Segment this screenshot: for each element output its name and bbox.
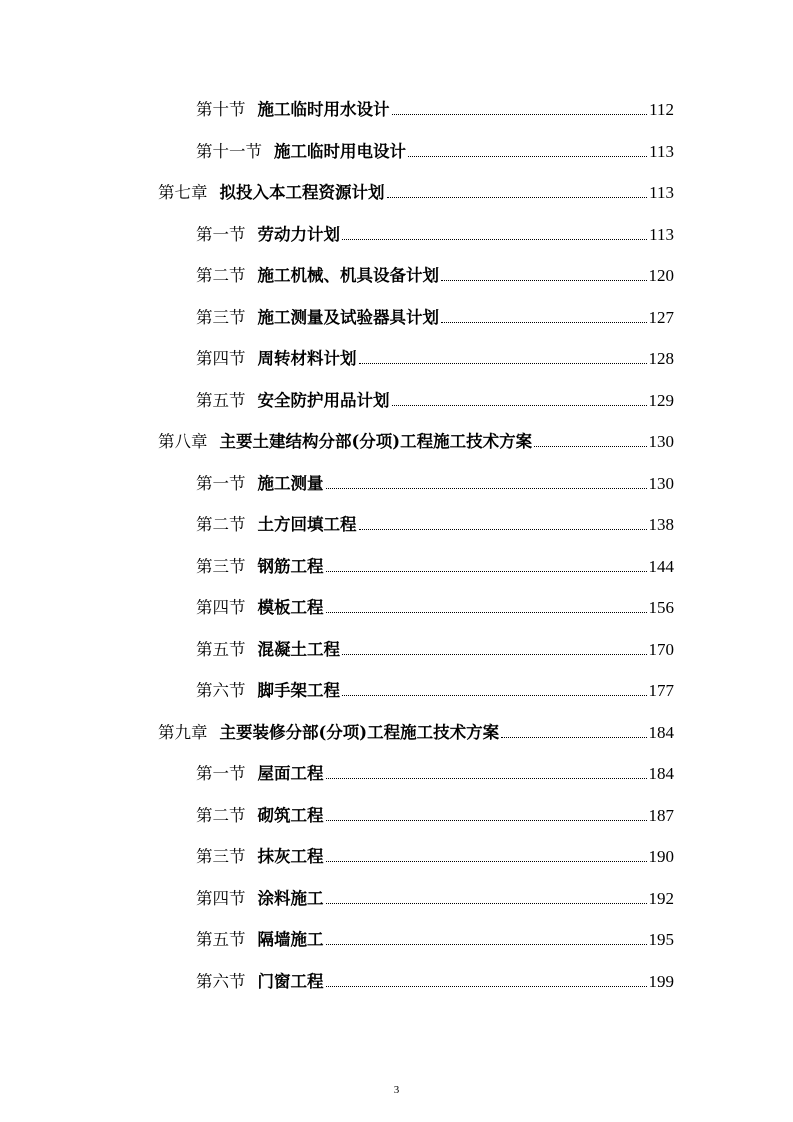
entry-title: 门窗工程 (257, 971, 324, 991)
entry-label: 第二节 (196, 515, 246, 534)
entry-title: 混凝土工程 (257, 639, 340, 659)
entry-label: 第一节 (196, 473, 246, 493)
dot-leader (408, 156, 647, 157)
entry-page-number: 192 (648, 888, 674, 908)
entry-label: 第六节 (196, 681, 246, 700)
dot-leader (441, 280, 647, 281)
entry-label: 第一节 (196, 224, 246, 244)
entry-label: 第十节 (196, 100, 246, 119)
entry-page-number: 112 (649, 100, 674, 119)
entry-title: 主要装修分部(分项)工程施工技术方案 (219, 722, 500, 742)
entry-page-number: 130 (648, 473, 674, 493)
entry-label: 第五节 (196, 390, 246, 410)
entry-title: 施工测量 (257, 473, 324, 493)
entry-label: 第八章 (158, 432, 208, 451)
entry-title: 抹灰工程 (257, 847, 324, 866)
entry-page-number: 170 (648, 639, 674, 659)
entry-label: 第三节 (196, 556, 246, 576)
dot-leader (326, 986, 647, 987)
entry-page-number: 128 (648, 349, 674, 368)
dot-leader (392, 114, 648, 115)
dot-leader (326, 820, 647, 821)
entry-label: 第七章 (158, 183, 208, 202)
dot-leader (342, 695, 647, 696)
dot-leader (392, 405, 647, 406)
entry-page-number: 127 (648, 307, 674, 327)
entry-title: 施工临时用水设计 (257, 100, 390, 119)
dot-leader (326, 861, 647, 862)
entry-page-number: 199 (648, 971, 674, 991)
entry-title: 土方回填工程 (257, 515, 357, 534)
entry-page-number: 113 (649, 141, 674, 161)
entry-page-number: 187 (648, 805, 674, 825)
entry-label: 第十一节 (196, 141, 262, 161)
toc-entry[interactable] (196, 547, 674, 577)
toc-entry[interactable] (196, 339, 674, 369)
entry-label: 第五节 (196, 930, 246, 949)
toc-entry[interactable] (196, 671, 674, 701)
entry-label: 第九章 (158, 722, 208, 742)
toc-entry[interactable] (196, 837, 674, 867)
entry-label: 第四节 (196, 349, 246, 368)
dot-leader (534, 446, 646, 447)
entry-label: 第一节 (196, 764, 246, 783)
toc-entry[interactable] (196, 630, 674, 660)
toc-entry[interactable] (196, 588, 674, 618)
entry-page-number: 113 (649, 183, 674, 202)
entry-title: 涂料施工 (257, 888, 324, 908)
toc-entry[interactable] (158, 173, 674, 203)
entry-page-number: 120 (648, 266, 674, 285)
dot-leader (501, 737, 646, 738)
entry-title: 施工机械、机具设备计划 (257, 266, 439, 285)
entry-page-number: 184 (648, 764, 674, 783)
toc-entry[interactable] (196, 215, 674, 245)
toc-entry[interactable] (196, 879, 674, 909)
entry-title: 施工测量及试验器具计划 (257, 307, 439, 327)
entry-title: 模板工程 (257, 598, 324, 617)
dot-leader (441, 322, 647, 323)
entry-page-number: 195 (648, 930, 674, 949)
entry-page-number: 177 (648, 681, 674, 700)
toc-entry[interactable] (196, 298, 674, 328)
entry-page-number: 129 (648, 390, 674, 410)
dot-leader (342, 239, 647, 240)
entry-title: 隔墙施工 (257, 930, 324, 949)
entry-label: 第三节 (196, 307, 246, 327)
toc-entry[interactable] (196, 90, 674, 120)
toc-entry[interactable] (158, 422, 674, 452)
entry-page-number: 113 (649, 224, 674, 244)
entry-label: 第六节 (196, 971, 246, 991)
entry-page-number: 184 (648, 722, 674, 742)
entry-title: 施工临时用电设计 (274, 141, 406, 161)
entry-title: 钢筋工程 (257, 556, 324, 576)
entry-label: 第三节 (196, 847, 246, 866)
toc-entry[interactable] (196, 505, 674, 535)
entry-label: 第四节 (196, 888, 246, 908)
entry-title: 主要土建结构分部(分项)工程施工技术方案 (219, 432, 533, 451)
entry-title: 拟投入本工程资源计划 (219, 183, 385, 202)
dot-leader (326, 571, 647, 572)
toc-entry[interactable] (196, 796, 674, 826)
dot-leader (342, 654, 647, 655)
toc-entry[interactable] (196, 920, 674, 950)
dot-leader (326, 778, 647, 779)
dot-leader (326, 903, 647, 904)
dot-leader (326, 488, 647, 489)
toc-entry[interactable] (196, 381, 674, 411)
toc-entry[interactable] (196, 132, 674, 162)
page-number: 3 (393, 1084, 400, 1096)
entry-page-number: 190 (648, 847, 674, 866)
entry-page-number: 156 (648, 598, 674, 617)
entry-page-number: 130 (648, 432, 674, 451)
dot-leader (359, 363, 647, 364)
dot-leader (326, 944, 647, 945)
dot-leader (387, 197, 648, 198)
toc-entry[interactable] (196, 962, 674, 992)
entry-title: 劳动力计划 (257, 224, 340, 244)
entry-title: 屋面工程 (257, 764, 324, 783)
dot-leader (359, 529, 647, 530)
dot-leader (326, 612, 647, 613)
entry-page-number: 138 (648, 515, 674, 534)
entry-title: 安全防护用品计划 (257, 390, 390, 410)
toc-entry[interactable] (196, 464, 674, 494)
toc-entry[interactable] (196, 754, 674, 784)
entry-page-number: 144 (648, 556, 674, 576)
toc-entry[interactable] (196, 256, 674, 286)
entry-label: 第五节 (196, 639, 246, 659)
toc-entry[interactable] (158, 713, 674, 743)
entry-title: 脚手架工程 (257, 681, 340, 700)
entry-label: 第四节 (196, 598, 246, 617)
entry-label: 第二节 (196, 266, 246, 285)
entry-title: 周转材料计划 (257, 349, 357, 368)
entry-title: 砌筑工程 (257, 805, 324, 825)
entry-label: 第二节 (196, 805, 246, 825)
